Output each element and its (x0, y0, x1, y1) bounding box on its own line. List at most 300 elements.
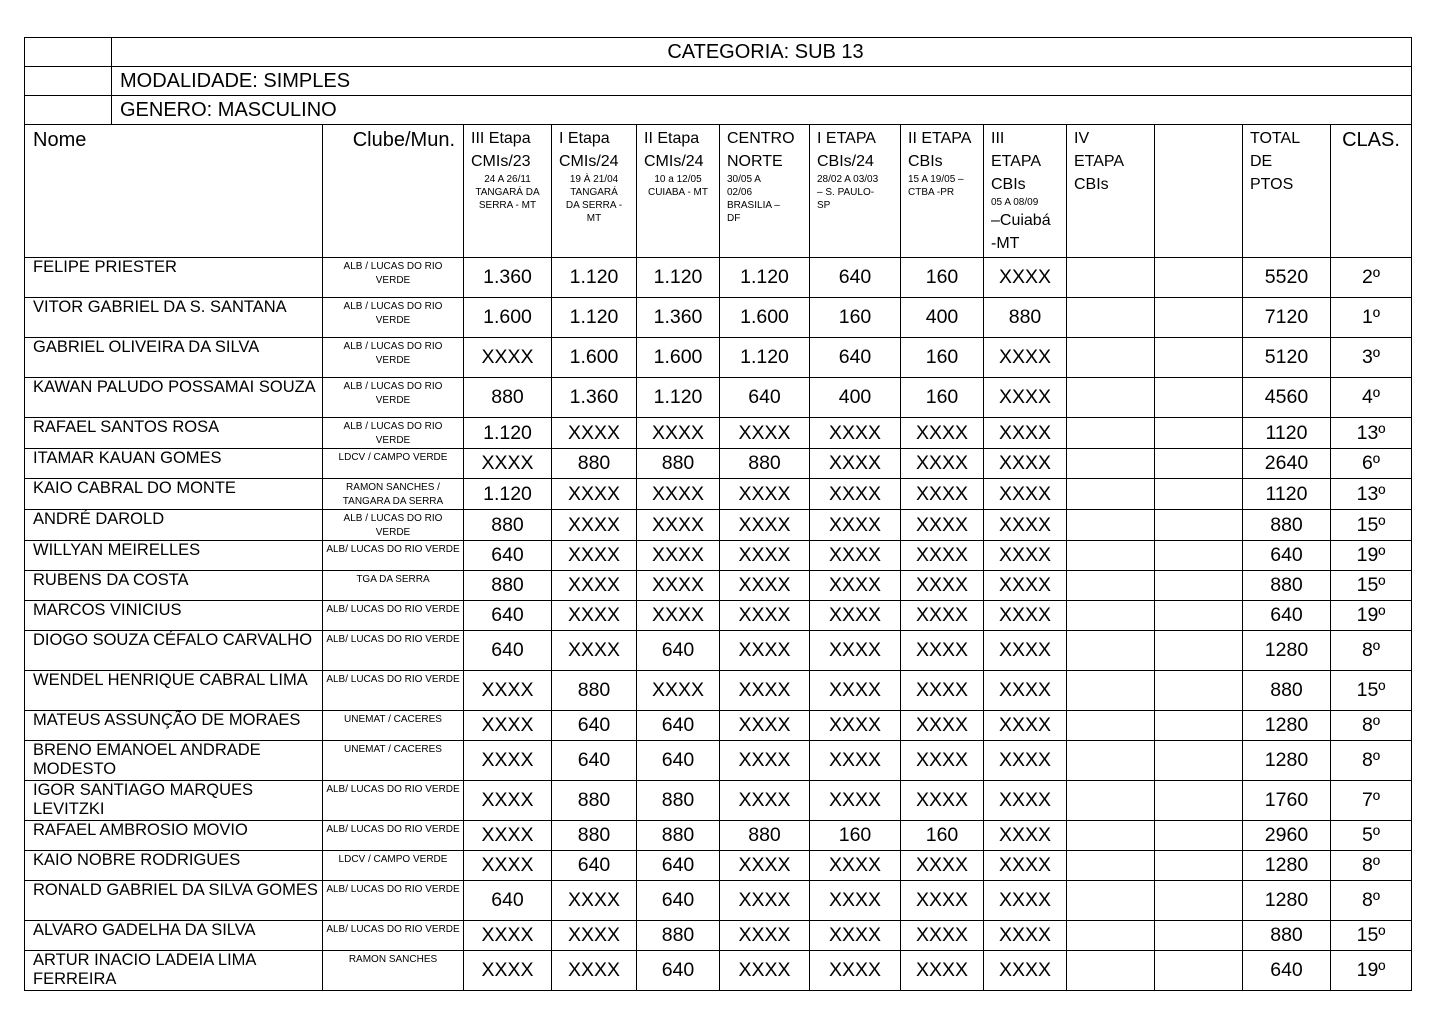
stage-points: 1.600 (720, 298, 810, 338)
stage-points: XXXX (984, 851, 1067, 881)
stage-points: XXXX (984, 510, 1067, 541)
stage-points: XXXX (464, 338, 552, 378)
stage-points: XXXX (464, 711, 552, 741)
stage-points: XXXX (984, 741, 1067, 781)
stage-points (1155, 741, 1243, 781)
stage-points: XXXX (984, 881, 1067, 921)
stage-points (1155, 631, 1243, 671)
stage-points: XXXX (901, 921, 984, 951)
stage-title-line: IV (1074, 130, 1090, 147)
stage-title-line: CBIs (1074, 176, 1109, 193)
total-points: 1280 (1243, 711, 1331, 741)
stage-points: XXXX (901, 951, 984, 991)
player-name: KAIO NOBRE RODRIGUES (25, 851, 323, 881)
player-club: RAMON SANCHES (323, 951, 464, 991)
stage-points: XXXX (901, 741, 984, 781)
stage-points (1067, 418, 1155, 449)
stage-points: 640 (464, 631, 552, 671)
stage-points: XXXX (720, 601, 810, 631)
stage-points: XXXX (810, 951, 901, 991)
classification: 3º (1331, 338, 1412, 378)
stage-points: XXXX (810, 921, 901, 951)
column-header-total (1243, 125, 1331, 258)
stage-points: XXXX (720, 479, 810, 510)
stage-points: XXXX (810, 541, 901, 571)
stage-points: XXXX (720, 541, 810, 571)
stage-points: 160 (810, 298, 901, 338)
stage-points: XXXX (637, 671, 720, 711)
stage-points: 1.120 (637, 258, 720, 298)
total-header-line: DE (1250, 153, 1273, 170)
player-club: ALB / LUCAS DO RIO VERDE (323, 258, 464, 298)
stage-detail-line: 30/05 A (727, 174, 761, 185)
stage-detail-line: BRASILIA – (727, 200, 780, 211)
player-name: WILLYAN MEIRELLES (25, 541, 323, 571)
stage-points: XXXX (720, 851, 810, 881)
classification: 15º (1331, 671, 1412, 711)
stage-points: XXXX (810, 851, 901, 881)
stage-points: 1.120 (464, 479, 552, 510)
player-name: VITOR GABRIEL DA S. SANTANA (25, 298, 323, 338)
stage-points (1067, 449, 1155, 479)
stage-points: XXXX (720, 711, 810, 741)
stage-points: 880 (552, 821, 637, 851)
column-header-clas: CLAS. (1331, 125, 1412, 258)
stage-points: XXXX (984, 479, 1067, 510)
total-points: 880 (1243, 921, 1331, 951)
classification: 8º (1331, 851, 1412, 881)
stage-points: 640 (637, 741, 720, 781)
table-row (25, 258, 1412, 298)
corner-cell (25, 38, 112, 67)
player-club: ALB / LUCAS DO RIO VERDE (323, 510, 464, 541)
table-row (25, 711, 1412, 741)
stage-points: XXXX (637, 601, 720, 631)
stage-points (1067, 821, 1155, 851)
classification: 1º (1331, 298, 1412, 338)
player-name: KAWAN PALUDO POSSAMAI SOUZA (25, 378, 323, 418)
column-header-stage (720, 125, 810, 258)
stage-points: XXXX (552, 631, 637, 671)
stage-points: XXXX (464, 741, 552, 781)
player-name: RAFAEL SANTOS ROSA (25, 418, 323, 449)
stage-points (1067, 571, 1155, 601)
stage-points: XXXX (552, 510, 637, 541)
stage-points (1155, 298, 1243, 338)
column-header-stage (810, 125, 901, 258)
corner-cell (25, 67, 112, 96)
stage-points (1155, 258, 1243, 298)
player-club: ALB/ LUCAS DO RIO VERDE (323, 601, 464, 631)
classification: 15º (1331, 571, 1412, 601)
column-header-stage (1155, 125, 1243, 258)
total-points: 1280 (1243, 631, 1331, 671)
ranking-table (24, 37, 1412, 991)
stage-points: XXXX (810, 781, 901, 821)
stage-points: XXXX (720, 921, 810, 951)
table-row (25, 298, 1412, 338)
table-row (25, 449, 1412, 479)
classification: 8º (1331, 881, 1412, 921)
player-club: ALB/ LUCAS DO RIO VERDE (323, 541, 464, 571)
stage-points: XXXX (901, 711, 984, 741)
player-club: ALB/ LUCAS DO RIO VERDE (323, 631, 464, 671)
stage-points (1155, 921, 1243, 951)
stage-points: XXXX (984, 571, 1067, 601)
total-points: 2640 (1243, 449, 1331, 479)
stage-points: XXXX (984, 631, 1067, 671)
player-club: ALB / LUCAS DO RIO VERDE (323, 338, 464, 378)
player-name: GABRIEL OLIVEIRA DA SILVA (25, 338, 323, 378)
stage-detail-line: CUIABA - MT (647, 187, 708, 198)
stage-points: 160 (901, 338, 984, 378)
stage-title-line: ETAPA (991, 153, 1042, 170)
player-name: WENDEL HENRIQUE CABRAL LIMA (25, 671, 323, 711)
stage-points (1067, 378, 1155, 418)
column-header-stage (552, 125, 637, 258)
stage-points: XXXX (901, 479, 984, 510)
stage-points: 880 (637, 781, 720, 821)
stage-points (1067, 338, 1155, 378)
stage-points: XXXX (552, 541, 637, 571)
stage-points: 880 (637, 449, 720, 479)
stage-points: XXXX (464, 781, 552, 821)
stage-points: XXXX (720, 510, 810, 541)
classification: 13º (1331, 479, 1412, 510)
stage-points: XXXX (552, 881, 637, 921)
stage-detail-line: 24 A 26/11 (484, 174, 531, 185)
player-club: TGA DA SERRA (323, 571, 464, 601)
stage-points: 1.120 (464, 418, 552, 449)
stage-points: XXXX (810, 671, 901, 711)
stage-points: XXXX (901, 851, 984, 881)
stage-detail-line: TANGARÁ DA (475, 187, 540, 198)
stage-points: XXXX (984, 258, 1067, 298)
stage-points: 640 (464, 881, 552, 921)
stage-points: XXXX (901, 510, 984, 541)
classification: 5º (1331, 821, 1412, 851)
stage-points: 640 (637, 881, 720, 921)
stage-points (1155, 781, 1243, 821)
stage-points (1067, 851, 1155, 881)
stage-points: 640 (552, 851, 637, 881)
player-name: RUBENS DA COSTA (25, 571, 323, 601)
stage-points: 640 (464, 601, 552, 631)
table-row (25, 851, 1412, 881)
total-points: 7120 (1243, 298, 1331, 338)
stage-points: 880 (464, 378, 552, 418)
stage-points: 880 (552, 449, 637, 479)
classification: 8º (1331, 631, 1412, 671)
stage-points: XXXX (720, 781, 810, 821)
player-name: ARTUR INACIO LADEIA LIMA FERREIRA (25, 951, 323, 991)
stage-points: XXXX (464, 951, 552, 991)
stage-points: XXXX (552, 921, 637, 951)
stage-points: XXXX (901, 418, 984, 449)
stage-points: XXXX (464, 851, 552, 881)
player-club: ALB/ LUCAS DO RIO VERDE (323, 671, 464, 711)
stage-points: 640 (552, 711, 637, 741)
stage-points: 1.120 (720, 258, 810, 298)
stage-points: XXXX (984, 821, 1067, 851)
classification: 8º (1331, 741, 1412, 781)
total-points: 4560 (1243, 378, 1331, 418)
total-points: 1280 (1243, 741, 1331, 781)
player-club: ALB/ LUCAS DO RIO VERDE (323, 781, 464, 821)
stage-points: 1.120 (552, 298, 637, 338)
player-name: MATEUS ASSUNÇÃO DE MORAES (25, 711, 323, 741)
stage-points: 640 (810, 338, 901, 378)
stage-points: XXXX (637, 510, 720, 541)
stage-detail-line: MT (586, 213, 602, 224)
stage-points: 640 (464, 541, 552, 571)
stage-points: XXXX (464, 921, 552, 951)
classification: 8º (1331, 711, 1412, 741)
classification: 15º (1331, 921, 1412, 951)
stage-title-line: II ETAPA (908, 130, 972, 147)
stage-points (1067, 258, 1155, 298)
stage-detail-line: SP (817, 200, 831, 211)
stage-points: XXXX (464, 671, 552, 711)
stage-points: 1.360 (637, 298, 720, 338)
column-header-stage (901, 125, 984, 258)
stage-points: 640 (637, 851, 720, 881)
player-club: ALB / LUCAS DO RIO VERDE (323, 298, 464, 338)
table-row (25, 338, 1412, 378)
corner-cell (25, 96, 112, 125)
stage-points: XXXX (984, 378, 1067, 418)
stage-points (1155, 711, 1243, 741)
table-row (25, 821, 1412, 851)
total-points: 640 (1243, 601, 1331, 631)
table-row (25, 951, 1412, 991)
total-points: 880 (1243, 571, 1331, 601)
column-header-clube: Clube/Mun. (323, 125, 464, 258)
stage-points (1155, 881, 1243, 921)
stage-points (1067, 601, 1155, 631)
stage-title-line: III (991, 130, 1005, 147)
stage-points: 640 (810, 258, 901, 298)
total-header-line: PTOS (1250, 176, 1294, 193)
stage-points: XXXX (552, 571, 637, 601)
table-row (25, 631, 1412, 671)
classification: 19º (1331, 951, 1412, 991)
stage-points: 1.360 (464, 258, 552, 298)
table-row (25, 479, 1412, 510)
stage-detail-line: – S. PAULO- (817, 187, 875, 198)
table-row (25, 541, 1412, 571)
table-row (25, 378, 1412, 418)
stage-points: XXXX (810, 881, 901, 921)
stage-title-line: I Etapa (559, 130, 610, 147)
stage-points: 160 (901, 821, 984, 851)
stage-points: XXXX (810, 741, 901, 781)
stage-points: XXXX (984, 601, 1067, 631)
stage-points: 1.600 (464, 298, 552, 338)
stage-points: 640 (637, 711, 720, 741)
column-header-stage (984, 125, 1067, 258)
stage-points: XXXX (810, 601, 901, 631)
classification: 6º (1331, 449, 1412, 479)
stage-points: 160 (810, 821, 901, 851)
player-club: ALB / LUCAS DO RIO VERDE (323, 418, 464, 449)
classification: 2º (1331, 258, 1412, 298)
table-row (25, 510, 1412, 541)
player-name: RONALD GABRIEL DA SILVA GOMES (25, 881, 323, 921)
player-club: ALB/ LUCAS DO RIO VERDE (323, 921, 464, 951)
stage-detail-line: SERRA - MT (478, 200, 537, 211)
stage-title-line: CBIs (908, 153, 943, 170)
classification: 13º (1331, 418, 1412, 449)
total-points: 2960 (1243, 821, 1331, 851)
player-name: BRENO EMANOEL ANDRADE MODESTO (25, 741, 323, 781)
total-header-line: TOTAL (1250, 130, 1301, 147)
column-header-stage (1067, 125, 1155, 258)
stage-points (1155, 449, 1243, 479)
stage-points (1155, 571, 1243, 601)
stage-points: XXXX (552, 479, 637, 510)
stage-points (1067, 921, 1155, 951)
total-points: 1760 (1243, 781, 1331, 821)
stage-points: 880 (984, 298, 1067, 338)
table-row (25, 571, 1412, 601)
categoria-title: CATEGORIA: SUB 13 (112, 38, 1412, 67)
stage-points (1155, 821, 1243, 851)
stage-points: XXXX (810, 631, 901, 671)
stage-title-line: –Cuiabá (991, 212, 1051, 229)
stage-points: XXXX (810, 510, 901, 541)
total-points: 640 (1243, 541, 1331, 571)
player-name: RAFAEL AMBROSIO MOVIO (25, 821, 323, 851)
stage-points: XXXX (901, 781, 984, 821)
stage-points (1155, 510, 1243, 541)
player-club: UNEMAT / CACERES (323, 711, 464, 741)
stage-points (1155, 338, 1243, 378)
stage-detail-line: DA SERRA - (565, 200, 623, 211)
player-name: IGOR SANTIAGO MARQUES LEVITZKI (25, 781, 323, 821)
stage-points (1155, 951, 1243, 991)
table-row (25, 741, 1412, 781)
stage-points: XXXX (552, 951, 637, 991)
stage-points: XXXX (720, 631, 810, 671)
stage-title-line: ETAPA (1074, 153, 1125, 170)
table-row (25, 881, 1412, 921)
stage-points: XXXX (984, 921, 1067, 951)
stage-points: 1.600 (637, 338, 720, 378)
total-points: 1120 (1243, 418, 1331, 449)
stage-points: XXXX (984, 951, 1067, 991)
stage-points: XXXX (810, 449, 901, 479)
stage-points: 880 (720, 449, 810, 479)
stage-detail-line: 05 A 08/09 (991, 197, 1039, 208)
stage-points: XXXX (720, 951, 810, 991)
stage-points: XXXX (901, 449, 984, 479)
stage-detail-line: 28/02 A 03/03 (817, 174, 879, 185)
stage-points (1155, 541, 1243, 571)
stage-points: XXXX (810, 479, 901, 510)
stage-points (1067, 741, 1155, 781)
stage-points: XXXX (984, 338, 1067, 378)
stage-title-line: NORTE (727, 153, 783, 170)
stage-points: 1.600 (552, 338, 637, 378)
stage-points: XXXX (720, 881, 810, 921)
total-points: 880 (1243, 671, 1331, 711)
stage-points: 640 (720, 378, 810, 418)
stage-points: XXXX (720, 571, 810, 601)
stage-points: 880 (464, 571, 552, 601)
stage-points: 880 (720, 821, 810, 851)
stage-points: XXXX (984, 541, 1067, 571)
table-row (25, 921, 1412, 951)
total-points: 880 (1243, 510, 1331, 541)
total-points: 5120 (1243, 338, 1331, 378)
column-header-nome: Nome (25, 125, 323, 258)
stage-detail-line: DF (727, 213, 741, 224)
stage-points (1067, 510, 1155, 541)
stage-title-line: CBIs (991, 176, 1026, 193)
total-points: 1280 (1243, 851, 1331, 881)
player-name: KAIO CABRAL DO MONTE (25, 479, 323, 510)
stage-points: 1.120 (637, 378, 720, 418)
player-name: ALVARO GADELHA DA SILVA (25, 921, 323, 951)
classification: 19º (1331, 601, 1412, 631)
stage-points (1067, 671, 1155, 711)
classification: 7º (1331, 781, 1412, 821)
stage-points: 400 (901, 298, 984, 338)
stage-points (1067, 951, 1155, 991)
stage-points: XXXX (984, 418, 1067, 449)
modalidade-title: MODALIDADE: SIMPLES (112, 67, 1412, 96)
stage-points: 400 (810, 378, 901, 418)
stage-points: XXXX (901, 881, 984, 921)
stage-points: 880 (637, 921, 720, 951)
stage-points: 1.360 (552, 378, 637, 418)
stage-points: XXXX (984, 671, 1067, 711)
stage-title-line: CMIs/24 (559, 153, 619, 170)
player-club: LDCV / CAMPO VERDE (323, 851, 464, 881)
stage-points: XXXX (984, 711, 1067, 741)
stage-points: 1.120 (552, 258, 637, 298)
classification: 4º (1331, 378, 1412, 418)
stage-title-line: -MT (991, 235, 1020, 252)
stage-points: XXXX (552, 418, 637, 449)
stage-points: 880 (552, 781, 637, 821)
player-club: ALB/ LUCAS DO RIO VERDE (323, 821, 464, 851)
stage-detail-line: TANGARÁ (570, 187, 618, 198)
table-row (25, 418, 1412, 449)
column-header-stage (637, 125, 720, 258)
stage-points (1067, 631, 1155, 671)
stage-points: XXXX (810, 711, 901, 741)
player-club: UNEMAT / CACERES (323, 741, 464, 781)
stage-points: XXXX (810, 571, 901, 601)
stage-points: XXXX (901, 671, 984, 711)
stage-detail-line: 15 A 19/05 – (908, 174, 964, 185)
stage-detail-line: CTBA -PR (908, 187, 955, 198)
stage-points: XXXX (720, 671, 810, 711)
stage-title-line: CENTRO (727, 130, 795, 147)
player-name: MARCOS VINICIUS (25, 601, 323, 631)
stage-points (1155, 671, 1243, 711)
stage-points: XXXX (637, 571, 720, 601)
stage-title-line: CBIs/24 (817, 153, 874, 170)
stage-points: XXXX (464, 821, 552, 851)
stage-detail-line: 02/06 (727, 187, 753, 198)
stage-points: 880 (552, 671, 637, 711)
stage-points: XXXX (720, 741, 810, 781)
stage-detail-line: 19 À 21/04 (569, 174, 619, 185)
stage-title-line: III Etapa (471, 130, 531, 147)
